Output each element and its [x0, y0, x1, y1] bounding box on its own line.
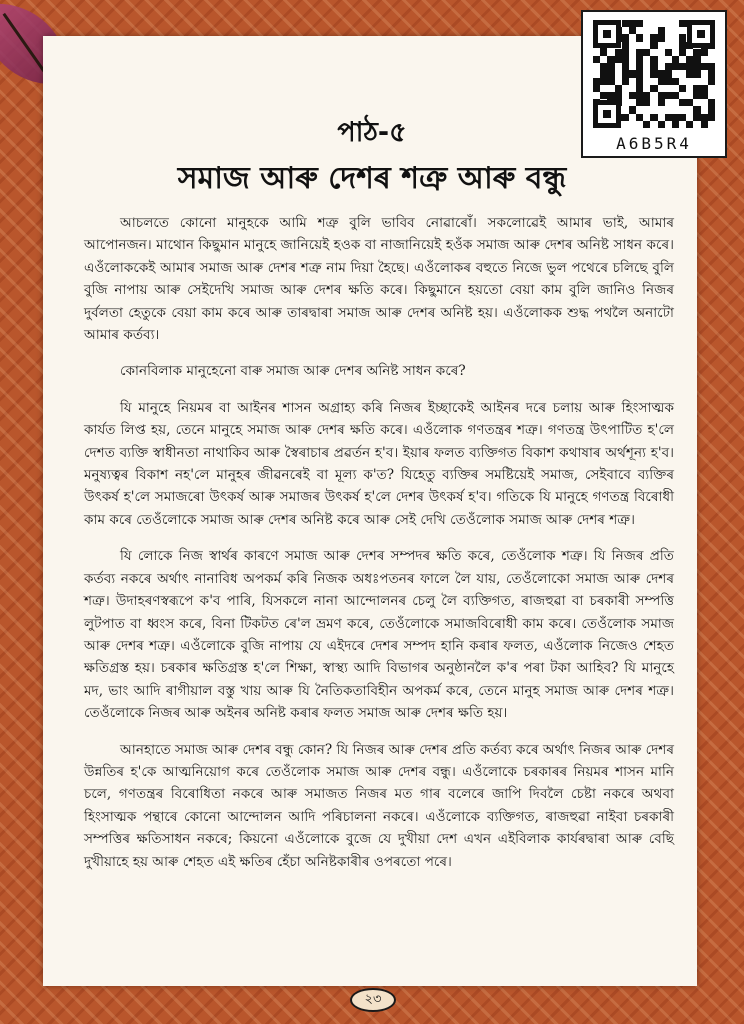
paragraph: আচলতে কোনো মানুহকে আমি শত্ৰু বুলি ভাবিব নোৱাৰোঁ। সকলোৱেই আমাৰ ভাই, আমাৰ আপোনজন। মাথোন কিছুমান মানুহে জানিয়েই হওক বা নাজানিয়েই হওঁক সমাজ আৰু দেশৰ অনিষ্ট সাধন কৰে। এওঁলোককেই আমাৰ সমাজ আৰু দেশৰ শত্ৰু নাম দিয়া হৈছে। এওঁলোকৰ বহুতে নিজে ভুল পথেৰে চলিছে বুলি বুজি নাপায় আৰু সেইদেখি সমাজ আৰু দেশৰ ক্ষতি কৰে। কিছুমানে হয়তো বেয়া কাম বুলি জানিও নিজৰ দুৰ্বলতা হেতুকে বেয়া কাম কৰে আৰু তাৰদ্বাৰা সমাজ আৰু দেশৰ অনিষ্ট হয়। এওঁলোকক শুদ্ধ পথলৈ অনাটো আমাৰ কৰ্তব্য। — [84, 215, 674, 344]
chapter-title: সমাজ আৰু দেশৰ শত্ৰু আৰু বন্ধু — [177, 161, 567, 196]
chapter-body — [84, 212, 674, 887]
chapter-number: পাঠ-৫ — [337, 117, 407, 148]
paragraph: কোনবিলাক মানুহেনো বাৰু সমাজ আৰু দেশৰ অনিষ্ট সাধন কৰে? — [120, 363, 466, 380]
qr-finder-top-left — [593, 20, 621, 48]
qr-code-label: A6B5R4 — [616, 134, 692, 153]
page-number: ২৩ — [350, 988, 396, 1012]
paragraph: যি লোকে নিজ স্বাৰ্থৰ কাৰণে সমাজ আৰু দেশৰ সম্পদৰ ক্ষতি কৰে, তেওঁলোক শত্ৰু। যি নিজৰ প্ৰতি কৰ্তব্য নকৰে অৰ্থাৎ নানাবিধ অপকৰ্ম কৰি নিজক অধঃপতনৰ ফালে লৈ যায়, তেওঁলোকো সমাজ আৰু দেশৰ শত্ৰু। উদাহৰণস্বৰূপে ক'ব পাৰি, যিসকলে নানা আন্দোলনৰ চেলু লৈ ব্যক্তিগত, ৰাজহুৱা বা চৰকাৰী সম্পত্তি লুটপাত বা ধ্বংস কৰে, বিনা টিকটত ৰে'ল ভ্ৰমণ কৰে, তেওঁলোকে সমাজবিৰোধী কাম কৰে। তেওঁলোক সমাজ আৰু দেশৰ শত্ৰু। এওঁলোকে বুজি নাপায় যে এইদৰে দেশৰ সম্পদ হানি কৰাৰ ফলত, এওঁলোক নিজেও শেহত ক্ষতিগ্ৰস্ত হয়। চৰকাৰ ক্ষতিগ্ৰস্ত হ'লে শিক্ষা, স্বাস্থ্য আদি বিভাগৰ অনুষ্ঠানলৈ ক'ৰ পৰা টকা আহিব? যি মানুহে মদ, ভাং আদি ৰাগীয়াল বস্তু খায় আৰু যি নৈতিকতাবিহীন অপকৰ্ম কৰে, তেনে মানুহ সমাজ আৰু দেশৰ শত্ৰু। তেওঁলোকে নিজৰ আৰু অইনৰ অনিষ্ট কৰাৰ ফলত সমাজ আৰু দেশৰ ক্ষতি হয়। — [84, 548, 674, 722]
paragraph: যি মানুহে নিয়মৰ বা আইনৰ শাসন অগ্ৰাহ্য কৰি নিজৰ ইচ্ছাকেই আইনৰ দৰে চলায় আৰু হিংসাত্মক কাৰ্যত লিপ্ত হয়, তেনে মানুহে সমাজ আৰু দেশৰ ক্ষতি কৰে। এওঁলোক গণতন্ত্ৰৰ শত্ৰু। গণতন্ত্ৰ উৎপাটিত হ'লে দেশত ব্যক্তি স্বাধীনতা নাথাকিব আৰু স্বৈৰাচাৰ প্ৰৱৰ্তন হ'ব। ইয়াৰ ফলত ব্যক্তিগত বিকাশ কথাষাৰ অৰ্থশূন্য হ'ব। মনুষ্যত্বৰ বিকাশ নহ'লে মানুহৰ জীৱনৰেই বা মূল্য ক'ত? যিহেতু ব্যক্তিৰ সমষ্টিয়েই সমাজ, সেইবাবে ব্যক্তিৰ উৎকৰ্ষ হ'লে সমাজৰো উৎকৰ্ষ আৰু সমাজৰ উৎকৰ্ষ হ'লে দেশৰ উৎকৰ্ষ হ'ব। গতিকে যি মানুহে গণতন্ত্ৰ বিৰোধী কাম কৰে তেওঁলোকে সমাজ আৰু দেশৰ অনিষ্ট কৰে আৰু সেই দেখি তেওঁলোক সমাজ আৰু দেশৰ শত্ৰু। — [84, 399, 674, 528]
qr-finder-top-right — [687, 20, 715, 48]
paragraph: আনহাতে সমাজ আৰু দেশৰ বন্ধু কোন? যি নিজৰ আৰু দেশৰ প্ৰতি কৰ্তব্য কৰে অৰ্থাৎ নিজৰ আৰু দেশৰ উন্নতিৰ হ'কে আত্মনিয়োগ কৰে তেওঁলোক সমাজ আৰু দেশৰ বন্ধু। এওঁলোকে চৰকাৰৰ নিয়মৰ শাসন মানি চলে, গণতন্ত্ৰৰ বিৰোধিতা নকৰে আৰু সমাজত নিজৰ মত গাৰ বলেৰে জাপি দিবলৈ চেষ্টা নকৰে অথবা হিংসাত্মক পন্থাৰে কোনো আন্দোলন আদি পৰিচালনা নকৰে। এওঁলোকে ব্যক্তিগত, ৰাজহুৱা নাইবা চৰকাৰী সম্পত্তিৰ ক্ষতিসাধন নকৰে; কিয়নো এওঁলোকে বুজে যে দুখীয়া দেশ এখন এইবিলাক কাৰ্যৰদ্বাৰা আৰু বেছি দুখীয়াহে হয় আৰু শেহত এই ক্ষতিৰ হেঁচা অনিষ্টকাৰীৰ ওপৰতো পৰে। — [84, 741, 674, 870]
